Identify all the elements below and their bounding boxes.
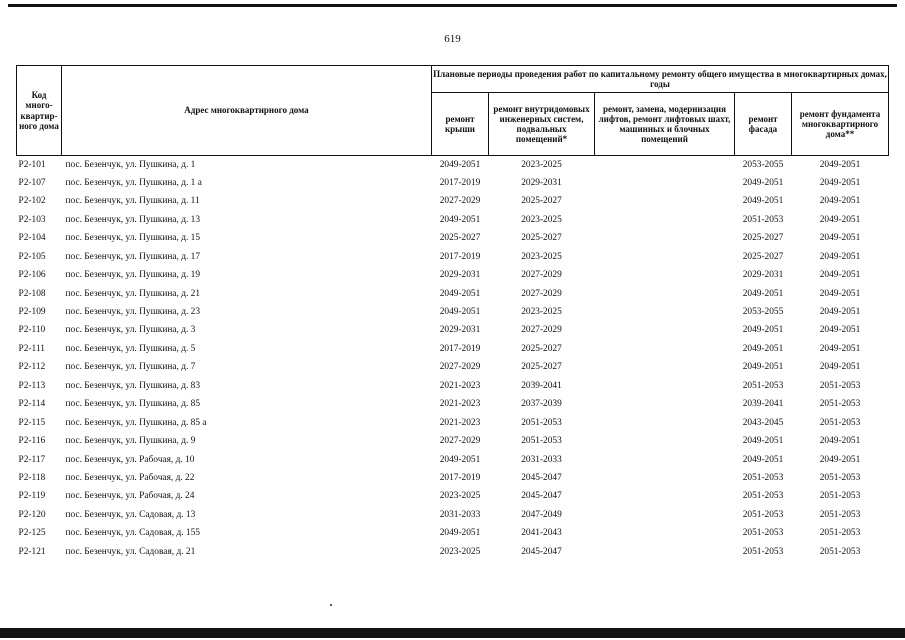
- table-row: [17, 322, 889, 340]
- table-row: [17, 396, 889, 414]
- cell-address: пос. Безенчук, ул. Пушкина, д. 9: [65, 436, 196, 447]
- stray-dot: [330, 604, 332, 606]
- cell-engineering-period: 2023-2025: [521, 214, 562, 225]
- cell-address: пос. Безенчук, ул. Пушкина, д. 11: [65, 196, 200, 207]
- cell-engineering-period: 2027-2029: [521, 270, 562, 281]
- cell-elevator-period: [595, 414, 735, 432]
- cell-house-code: Р2-118: [18, 472, 46, 483]
- cell-facade-period: 2049-2051: [742, 454, 784, 465]
- cell-roof-period: 2049-2051: [439, 288, 481, 299]
- cell-elevator-period: [595, 451, 735, 469]
- cell-foundation-period: 2049-2051: [819, 454, 861, 465]
- cell-facade-period: 2049-2051: [742, 196, 784, 207]
- cell-elevator-period: [595, 193, 735, 211]
- cell-address: пос. Безенчук, ул. Рабочая, д. 22: [65, 472, 195, 483]
- table-row: [17, 359, 889, 377]
- cell-facade-period: 2029-2031: [742, 270, 784, 281]
- cell-facade-period: 2049-2051: [742, 288, 784, 299]
- cell-roof-period: 2029-2031: [439, 270, 481, 281]
- cell-engineering-period: 2031-2033: [521, 454, 562, 465]
- cell-house-code: Р2-112: [18, 362, 46, 373]
- cell-house-code: Р2-109: [18, 307, 46, 318]
- cell-foundation-period: 2051-2053: [819, 528, 861, 539]
- cell-address: пос. Безенчук, ул. Пушкина, д. 23: [65, 307, 201, 318]
- cell-engineering-period: 2027-2029: [521, 288, 562, 299]
- cell-house-code: Р2-110: [18, 325, 46, 336]
- cell-facade-period: 2025-2027: [742, 233, 784, 244]
- cell-elevator-period: [595, 211, 735, 229]
- cell-elevator-period: [595, 174, 735, 192]
- cell-engineering-period: 2025-2027: [521, 233, 562, 244]
- header-address: Адрес многоквартирного дома: [62, 66, 432, 156]
- cell-roof-period: 2049-2051: [439, 307, 481, 318]
- cell-foundation-period: 2049-2051: [819, 196, 861, 207]
- cell-facade-period: 2051-2053: [742, 472, 784, 483]
- cell-house-code: Р2-120: [18, 509, 46, 520]
- cell-facade-period: 2053-2055: [742, 307, 784, 318]
- cell-house-code: Р2-116: [18, 436, 46, 447]
- table-row: [17, 340, 889, 358]
- table-row: [17, 377, 889, 395]
- cell-engineering-period: 2045-2047: [521, 546, 562, 557]
- cell-address: пос. Безенчук, ул. Рабочая, д. 10: [65, 454, 195, 465]
- cell-engineering-period: 2023-2025: [521, 251, 562, 262]
- cell-house-code: Р2-113: [18, 380, 46, 391]
- cell-facade-period: 2051-2053: [742, 491, 784, 502]
- cell-roof-period: 2049-2051: [439, 454, 481, 465]
- cell-house-code: Р2-114: [18, 399, 46, 410]
- table-row: [17, 248, 889, 266]
- cell-engineering-period: 2039-2041: [521, 380, 562, 391]
- cell-roof-period: 2049-2051: [439, 214, 481, 225]
- cell-elevator-period: [595, 322, 735, 340]
- cell-facade-period: 2053-2055: [742, 159, 784, 170]
- cell-facade-period: 2051-2053: [742, 214, 784, 225]
- cell-engineering-period: 2041-2043: [521, 528, 562, 539]
- cell-foundation-period: 2049-2051: [819, 251, 861, 262]
- cell-elevator-period: [595, 433, 735, 451]
- cell-roof-period: 2017-2019: [439, 251, 481, 262]
- header-roof-repair: ремонт крыши: [432, 93, 489, 156]
- cell-roof-period: 2021-2023: [439, 417, 481, 428]
- table-row: [17, 469, 889, 487]
- cell-roof-period: 2027-2029: [439, 436, 481, 447]
- cell-roof-period: 2023-2025: [439, 491, 481, 502]
- header-elevator-repair: ремонт, замена, модернизация лифтов, ремонт лифтовых шахт, машинных и блочных помещений: [595, 93, 735, 156]
- cell-foundation-period: 2049-2051: [819, 436, 861, 447]
- cell-facade-period: 2039-2041: [742, 399, 784, 410]
- cell-roof-period: 2027-2029: [439, 362, 481, 373]
- cell-foundation-period: 2051-2053: [819, 546, 861, 557]
- cell-roof-period: 2017-2019: [439, 343, 481, 354]
- cell-elevator-period: [595, 488, 735, 506]
- cell-elevator-period: [595, 340, 735, 358]
- bottom-border-rule: [0, 628, 905, 638]
- cell-roof-period: 2021-2023: [439, 399, 481, 410]
- cell-house-code: Р2-108: [18, 288, 46, 299]
- cell-elevator-period: [595, 506, 735, 524]
- top-border-rule: [8, 4, 897, 7]
- cell-address: пос. Безенчук, ул. Пушкина, д. 19: [65, 270, 201, 281]
- cell-elevator-period: [595, 248, 735, 266]
- cell-engineering-period: 2023-2025: [521, 159, 562, 170]
- cell-engineering-period: 2051-2053: [521, 436, 562, 447]
- cell-address: пос. Безенчук, ул. Пушкина, д. 15: [65, 233, 201, 244]
- cell-facade-period: 2025-2027: [742, 251, 784, 262]
- table-row: [17, 414, 889, 432]
- cell-engineering-period: 2047-2049: [521, 509, 562, 520]
- repair-schedule-table: [16, 65, 889, 562]
- cell-roof-period: 2049-2051: [439, 159, 481, 170]
- table-row: [17, 193, 889, 211]
- cell-elevator-period: [595, 304, 735, 322]
- cell-foundation-period: 2051-2053: [819, 472, 861, 483]
- cell-roof-period: 2049-2051: [439, 528, 481, 539]
- cell-engineering-period: 2045-2047: [521, 472, 562, 483]
- cell-elevator-period: [595, 396, 735, 414]
- cell-address: пос. Безенчук, ул. Пушкина, д. 5: [65, 343, 196, 354]
- cell-elevator-period: [595, 267, 735, 285]
- cell-roof-period: 2023-2025: [439, 546, 481, 557]
- cell-foundation-period: 2049-2051: [819, 159, 861, 170]
- cell-engineering-period: 2025-2027: [521, 362, 562, 373]
- cell-elevator-period: [595, 543, 735, 561]
- cell-address: пос. Безенчук, ул. Садовая, д. 13: [65, 509, 196, 520]
- cell-address: пос. Безенчук, ул. Пушкина, д. 1: [65, 159, 196, 170]
- header-engineering-repair: ремонт внутридомовых инженерных систем, подвальных помещений*: [489, 93, 595, 156]
- cell-foundation-period: 2049-2051: [819, 307, 861, 318]
- cell-elevator-period: [595, 156, 735, 175]
- cell-foundation-period: 2049-2051: [819, 288, 861, 299]
- cell-elevator-period: [595, 525, 735, 543]
- cell-roof-period: 2029-2031: [439, 325, 481, 336]
- cell-roof-period: 2021-2023: [439, 380, 481, 391]
- table-row: [17, 304, 889, 322]
- cell-elevator-period: [595, 469, 735, 487]
- cell-engineering-period: 2029-2031: [521, 177, 562, 188]
- cell-foundation-period: 2049-2051: [819, 362, 861, 373]
- cell-address: пос. Безенчук, ул. Садовая, д. 21: [65, 546, 196, 557]
- cell-address: пос. Безенчук, ул. Пушкина, д. 3: [65, 325, 196, 336]
- cell-engineering-period: 2027-2029: [521, 325, 562, 336]
- cell-facade-period: 2049-2051: [742, 343, 784, 354]
- table-row: [17, 506, 889, 524]
- cell-facade-period: 2049-2051: [742, 436, 784, 447]
- cell-engineering-period: 2037-2039: [521, 399, 562, 410]
- table-row: [17, 174, 889, 192]
- cell-address: пос. Безенчук, ул. Пушкина, д. 17: [65, 251, 201, 262]
- cell-address: пос. Безенчук, ул. Пушкина, д. 85: [65, 399, 201, 410]
- table-row: [17, 543, 889, 561]
- cell-facade-period: 2049-2051: [742, 362, 784, 373]
- table-row: [17, 156, 889, 175]
- cell-foundation-period: 2049-2051: [819, 343, 861, 354]
- cell-house-code: Р2-102: [18, 196, 46, 207]
- cell-foundation-period: 2049-2051: [819, 325, 861, 336]
- cell-engineering-period: 2023-2025: [521, 307, 562, 318]
- cell-foundation-period: 2051-2053: [819, 509, 861, 520]
- cell-address: пос. Безенчук, ул. Пушкина, д. 21: [65, 288, 201, 299]
- cell-roof-period: 2025-2027: [439, 233, 481, 244]
- cell-engineering-period: 2025-2027: [521, 196, 562, 207]
- cell-foundation-period: 2049-2051: [819, 270, 861, 281]
- cell-facade-period: 2049-2051: [742, 177, 784, 188]
- cell-house-code: Р2-111: [18, 343, 45, 354]
- cell-facade-period: 2051-2053: [742, 546, 784, 557]
- cell-house-code: Р2-125: [18, 528, 46, 539]
- table-row: [17, 488, 889, 506]
- cell-roof-period: 2017-2019: [439, 177, 481, 188]
- header-house-code: Код много-квартир-ного дома: [17, 66, 62, 156]
- cell-foundation-period: 2049-2051: [819, 214, 861, 225]
- cell-address: пос. Безенчук, ул. Пушкина, д. 7: [65, 362, 196, 373]
- table-body: [17, 156, 889, 562]
- cell-house-code: Р2-121: [18, 546, 46, 557]
- cell-facade-period: 2049-2051: [742, 325, 784, 336]
- cell-address: пос. Безенчук, ул. Пушкина, д. 1 а: [65, 177, 202, 188]
- cell-foundation-period: 2049-2051: [819, 177, 861, 188]
- cell-house-code: Р2-101: [18, 159, 46, 170]
- cell-address: пос. Безенчук, ул. Пушкина, д. 13: [65, 214, 201, 225]
- cell-foundation-period: 2051-2053: [819, 380, 861, 391]
- cell-foundation-period: 2051-2053: [819, 417, 861, 428]
- table-row: [17, 285, 889, 303]
- cell-facade-period: 2051-2053: [742, 528, 784, 539]
- cell-house-code: Р2-115: [18, 417, 46, 428]
- table-row: [17, 525, 889, 543]
- cell-house-code: Р2-117: [18, 454, 46, 465]
- cell-house-code: Р2-119: [18, 491, 46, 502]
- table-row: [17, 211, 889, 229]
- cell-roof-period: 2017-2019: [439, 472, 481, 483]
- cell-foundation-period: 2051-2053: [819, 399, 861, 410]
- cell-house-code: Р2-105: [18, 251, 46, 262]
- cell-address: пос. Безенчук, ул. Пушкина, д. 83: [65, 380, 201, 391]
- cell-roof-period: 2027-2029: [439, 196, 481, 207]
- cell-house-code: Р2-103: [18, 214, 46, 225]
- header-foundation-repair: ремонт фундамента многоквартирного дома**: [792, 93, 889, 156]
- cell-foundation-period: 2051-2053: [819, 491, 861, 502]
- cell-engineering-period: 2051-2053: [521, 417, 562, 428]
- table-row: [17, 267, 889, 285]
- cell-elevator-period: [595, 285, 735, 303]
- cell-engineering-period: 2025-2027: [521, 343, 562, 354]
- cell-elevator-period: [595, 377, 735, 395]
- cell-house-code: Р2-106: [18, 270, 46, 281]
- table-row: [17, 433, 889, 451]
- header-facade-repair: ремонт фасада: [735, 93, 792, 156]
- cell-roof-period: 2031-2033: [439, 509, 481, 520]
- table-row: [17, 230, 889, 248]
- cell-elevator-period: [595, 359, 735, 377]
- cell-address: пос. Безенчук, ул. Садовая, д. 155: [65, 528, 200, 539]
- cell-house-code: Р2-104: [18, 233, 46, 244]
- page-number: 619: [444, 33, 461, 45]
- cell-address: пос. Безенчук, ул. Пушкина, д. 85 а: [65, 417, 207, 428]
- cell-facade-period: 2043-2045: [742, 417, 784, 428]
- header-planned-periods: Плановые периоды проведения работ по капитальному ремонту общего имущества в многоквартирных домах, годы: [432, 66, 889, 93]
- cell-house-code: Р2-107: [18, 177, 46, 188]
- cell-facade-period: 2051-2053: [742, 380, 784, 391]
- cell-address: пос. Безенчук, ул. Рабочая, д. 24: [65, 491, 195, 502]
- cell-facade-period: 2051-2053: [742, 509, 784, 520]
- cell-engineering-period: 2045-2047: [521, 491, 562, 502]
- cell-foundation-period: 2049-2051: [819, 233, 861, 244]
- table-row: [17, 451, 889, 469]
- cell-elevator-period: [595, 230, 735, 248]
